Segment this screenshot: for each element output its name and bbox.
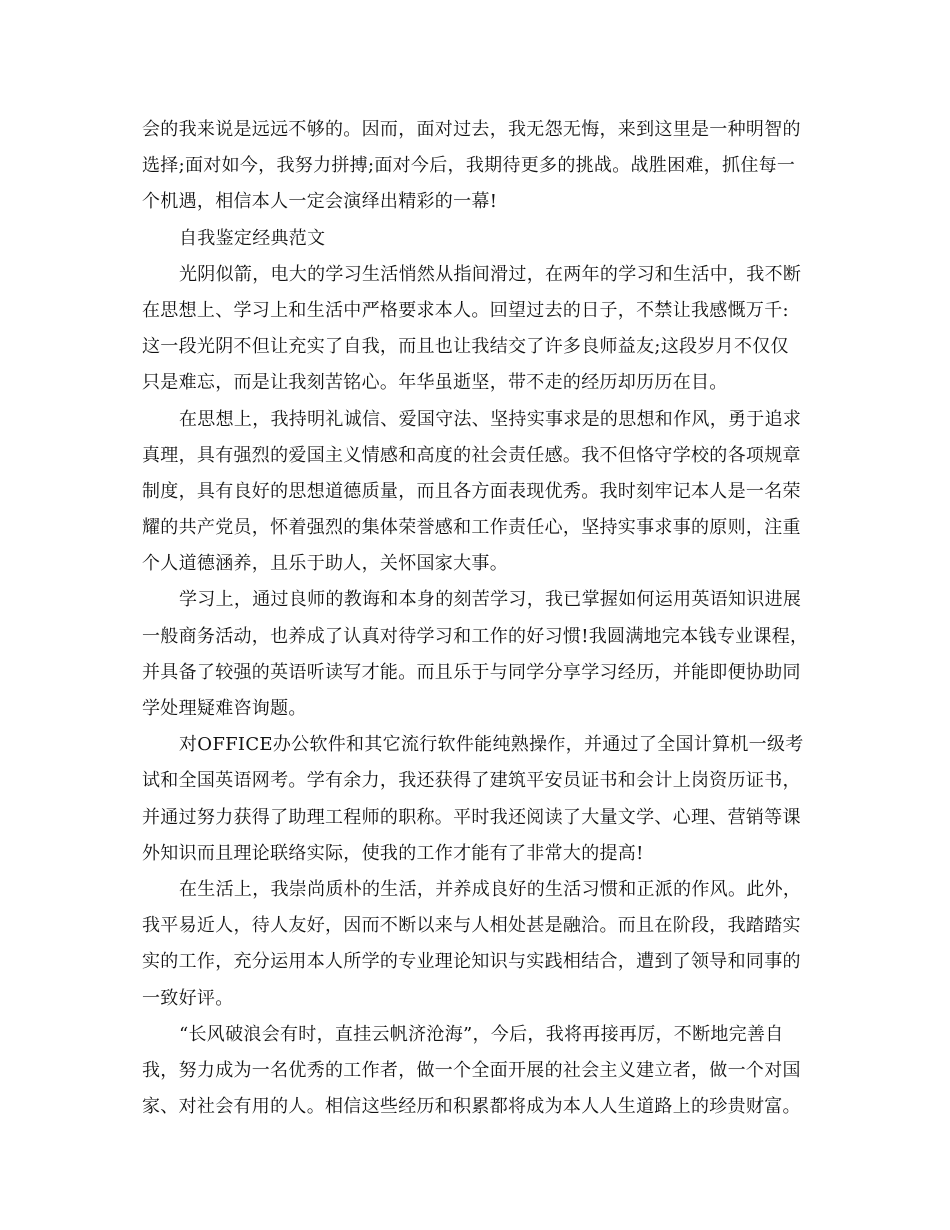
- paragraph-line: 我平易近人，待人友好，因而不断以来与人相处甚是融洽。而且在阶段，我踏踏实: [142, 915, 801, 937]
- paragraph-line: 选择;面对如今，我努力拼搏;面对今后，我期待更多的挑战。战胜困难，抓住每一: [142, 155, 796, 177]
- paragraph-line: 一般商务活动，也养成了认真对待学习和工作的好习惯!我圆满地完本钱专业课程，: [142, 625, 809, 647]
- paragraph-line: 我，努力成为一名优秀的工作者，做一个全面开展的社会主义建立者，做一个对国: [142, 1059, 801, 1081]
- paragraph-line: 真理，具有强烈的爱国主义情感和高度的社会责任感。我不但恪守学校的各项规章: [142, 444, 801, 466]
- paragraph-line: 并具备了较强的英语听读写才能。而且乐于与同学分享学习经历，并能即便协助同: [142, 661, 801, 683]
- paragraph-line: 耀的共产党员，怀着强烈的集体荣誉感和工作责任心，坚持实事求事的原则，注重: [142, 517, 801, 539]
- paragraph-line: 外知识而且理论联络实际，使我的工作才能有了非常大的提高!: [142, 842, 644, 864]
- paragraph-line: 家、对社会有用的人。相信这些经历和积累都将成为本人人生道路上的珍贵财富。: [142, 1096, 801, 1118]
- paragraph-line: 个人道德涵养，且乐于助人，关怀国家大事。: [142, 553, 508, 575]
- paragraph-line: 学处理疑难咨询题。: [142, 698, 307, 719]
- paragraph-line: 个机遇，相信本人一定会演绎出精彩的一幕!: [142, 191, 498, 213]
- paragraph-first-line: 在思想上，我持明礼诚信、爱国守法、坚持实事求是的思想和作风，勇于追求: [179, 408, 802, 430]
- paragraph-first-line: 学习上，通过良师的教诲和本身的刻苦学习，我已掌握如何运用英语知识进展: [179, 589, 802, 611]
- paragraph-first-line: 光阴似箭，电大的学习生活悄然从指间滑过，在两年的学习和生活中，我不断: [179, 263, 802, 285]
- paragraph-line: 这一段光阴不但让充实了自我，而且也让我结交了许多良师益友;这段岁月不仅仅: [142, 336, 789, 358]
- document-body: [142, 112, 810, 1125]
- paragraph-line: 只是难忘，而是让我刻苦铭心。年华虽逝坚，带不走的经历却历历在目。: [142, 372, 728, 394]
- paragraph-line: 实的工作，充分运用本人所学的专业理论知识与实践相结合，遭到了领导和同事的: [142, 951, 801, 973]
- paragraph-line: 一致好评。: [142, 987, 234, 1009]
- paragraph-line: 并通过努力获得了助理工程师的职称。平时我还阅读了大量文学、心理、营销等课: [142, 806, 801, 828]
- paragraph-line: 会的我来说是远远不够的。因而，面对过去，我无怨无悔，来到这里是一种明智的: [142, 119, 801, 140]
- paragraph-first-line: 在生活上，我崇尚质朴的生活，并养成良好的生活习惯和正派的作风。此外，: [179, 878, 802, 900]
- paragraph-first-line: 对OFFICE办公软件和其它流行软件能纯熟操作，并通过了全国计算机一级考: [179, 734, 804, 756]
- paragraph-line: 在思想上、学习上和生活中严格要求本人。回望过去的日子，不禁让我感慨万千:: [142, 299, 789, 321]
- paragraph-line: 试和全国英语网考。学有余力，我还获得了建筑平安员证书和会计上岗资历证书，: [142, 770, 801, 792]
- paragraph-line: 制度，具有良好的思想道德质量，而且各方面表现优秀。我时刻牢记本人是一名荣: [142, 480, 801, 502]
- paragraph-first-line: “长风破浪会有时，直挂云帆济沧海”，今后，我将再接再厉，不断地完善自: [179, 1023, 784, 1045]
- paragraph-first-line: 自我鉴定经典范文: [179, 227, 326, 249]
